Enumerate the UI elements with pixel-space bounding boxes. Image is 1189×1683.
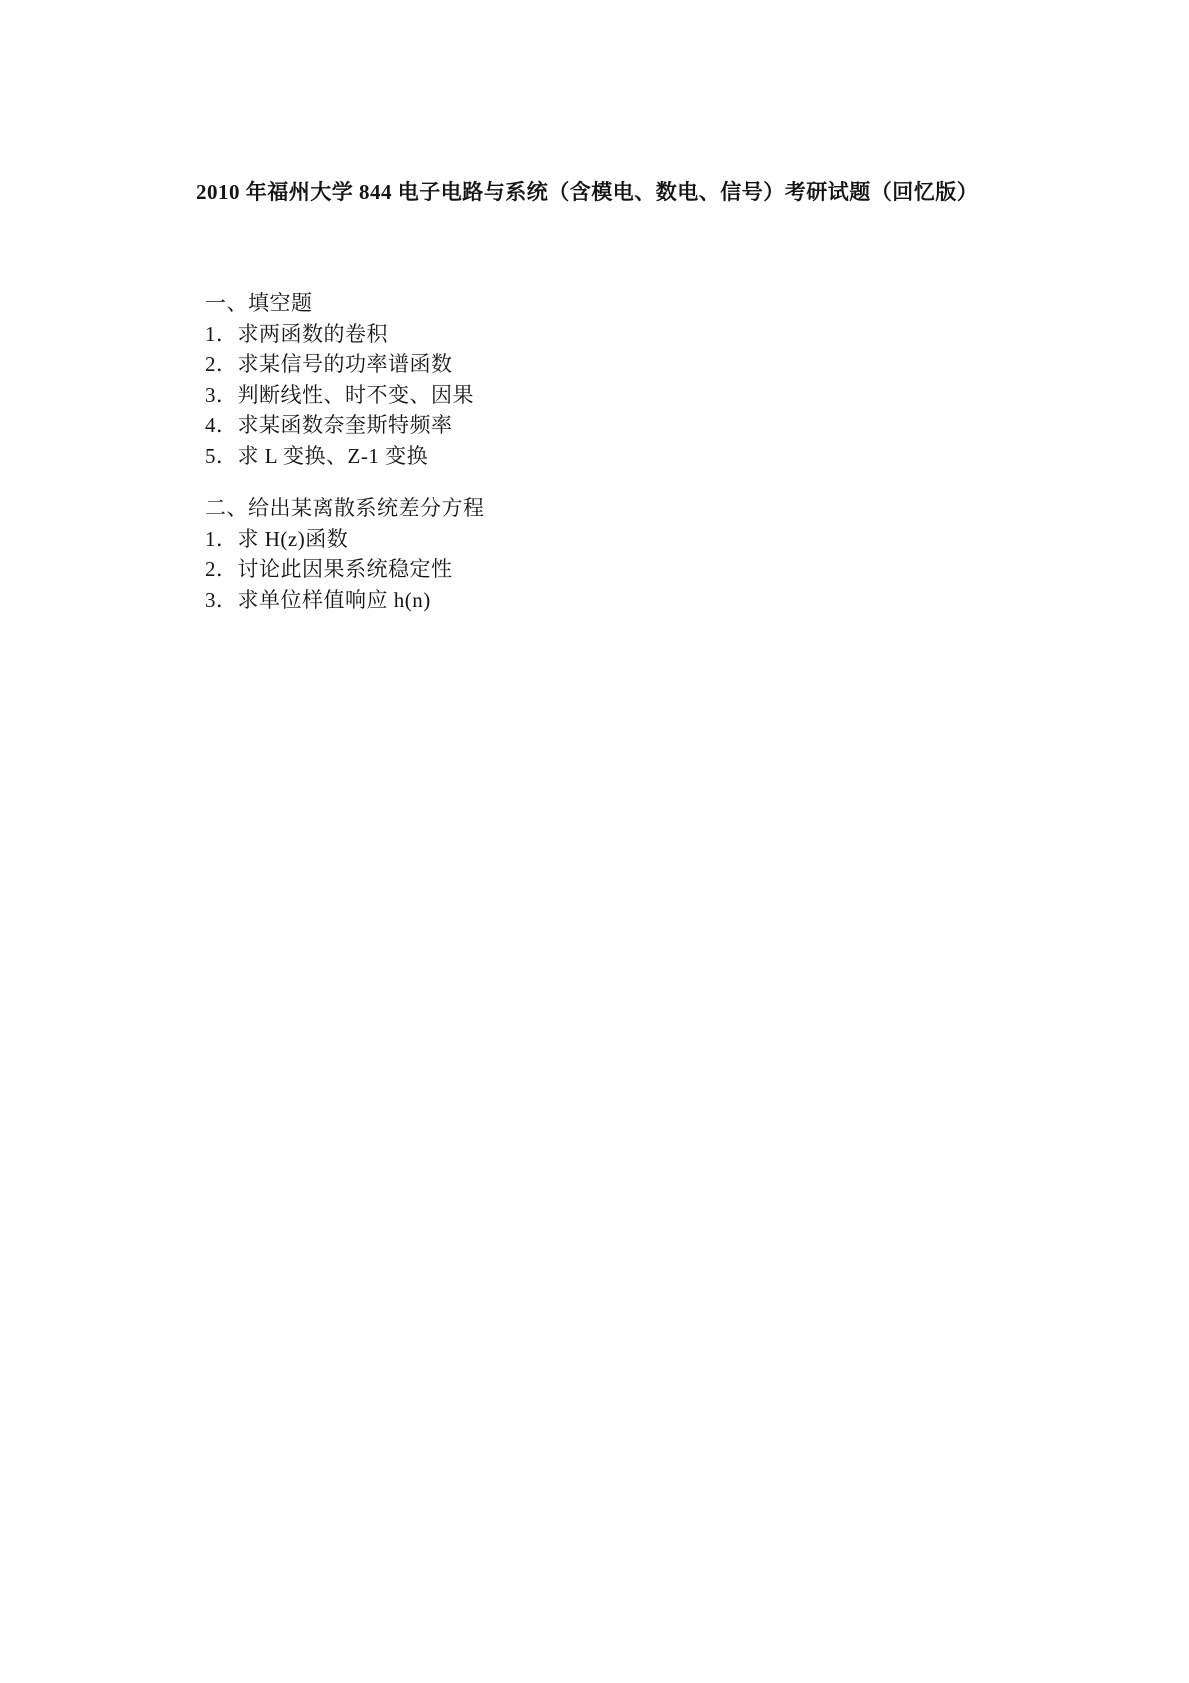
section-heading: 二、给出某离散系统差分方程 <box>205 496 485 520</box>
document-body <box>205 288 485 615</box>
list-item: 2．讨论此因果系统稳定性 <box>205 557 453 581</box>
list-item: 1．求 H(z)函数 <box>205 526 349 551</box>
list-item: 3．求单位样值响应 h(n) <box>205 587 431 612</box>
list-item: 4．求某函数奈奎斯特频率 <box>205 413 453 437</box>
section-discrete-system <box>205 493 485 615</box>
list-item: 3．判断线性、时不变、因果 <box>205 382 474 407</box>
list-item: 1．求两函数的卷积 <box>205 321 388 346</box>
document-title: 2010 年福州大学 844 电子电路与系统（含模电、数电、信号）考研试题（回忆版） <box>196 180 979 204</box>
section-fill-in-blanks <box>205 288 485 471</box>
list-item: 2．求某信号的功率谱函数 <box>205 352 453 376</box>
list-item: 5．求 L 变换、Z-1 变换 <box>205 443 429 468</box>
section-heading: 一、填空题 <box>205 291 313 315</box>
